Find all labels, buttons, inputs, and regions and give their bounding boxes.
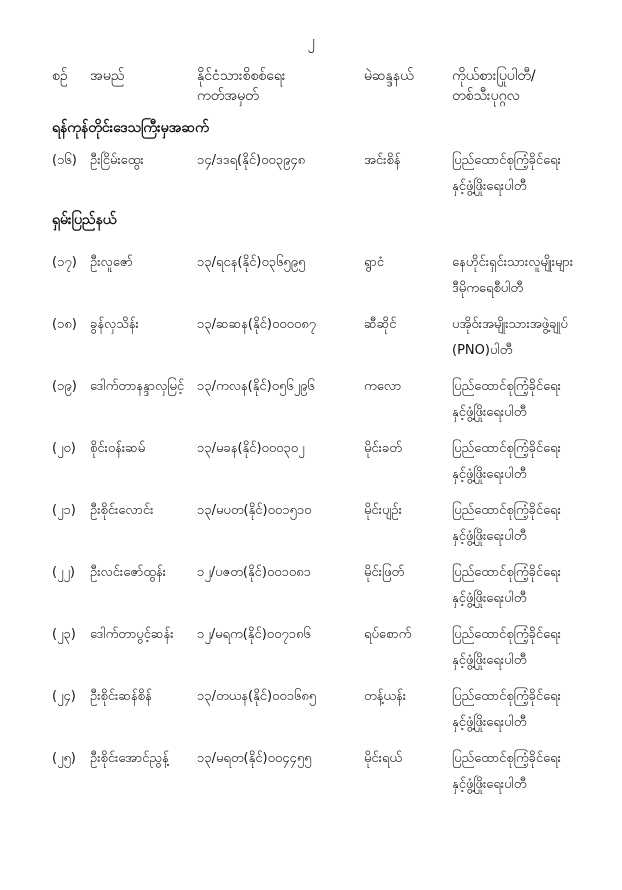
constituency: တန့်ယန်း (364, 689, 407, 704)
table-row (0, 312, 622, 372)
constituency: ဆီဆိုင် (364, 317, 397, 332)
constituency: မိုင်းဖြတ် (364, 565, 405, 580)
row-number: (၂၀) (52, 441, 76, 456)
nrc-number: ၁၃/မခန(နိုင်)၀၀၀၃၀၂ (197, 441, 305, 456)
row-number: (၁၈) (52, 317, 77, 332)
nrc-number: ၁၃/မရတ(နိုင်)၀၀၄၄၅၅ (197, 751, 312, 766)
row-number: (၂၄) (52, 689, 76, 704)
nrc-number: ၁၃/မပတ(နိုင်)၀၀၁၅၁၀ (197, 503, 312, 518)
nrc-number: ၁၃/ရငန(နိုင်)၀၃၆၅၉၅ (197, 255, 306, 270)
party-name: ပြည်ထောင်စုကြံ့ခိုင်ရေး နှင့်ဖွံ့ဖြိုးရေးပါတီ (452, 627, 561, 668)
table-row (0, 148, 622, 208)
party-name: ပအိုဝ်းအမျိုးသားအဖွဲ့ချုပ် (PNO)ပါတီ (452, 317, 568, 358)
party-name: ပြည်ထောင်စုကြံ့ခိုင်ရေး နှင့်ဖွံ့ဖြိုးရေးပါတီ (452, 565, 561, 606)
party-name: ပြည်ထောင်စုကြံ့ခိုင်ရေး နှင့်ဖွံ့ဖြိုးရေးပါတီ (452, 689, 561, 730)
nrc-number: ၁၂/မရက(နိုင်)၀၀၇၁၈၆ (197, 627, 311, 642)
party-name: ပြည်ထောင်စုကြံ့ခိုင်ရေး နှင့်ဖွံ့ဖြိုးရေးပါတီ (452, 379, 561, 420)
header-party: ကိုယ်စားပြုပါတီ/ တစ်သီးပုဂ္ဂလ (452, 68, 536, 104)
nrc-number: ၁၃/တယန(နိုင်)၀၀၁၆၈၅ (197, 689, 317, 704)
page-number: ၂ (307, 32, 315, 50)
candidate-name: ဦးစိုင်းအောင်ညွန့် (90, 751, 169, 766)
nrc-number: ၁၂/ပဇတ(နိုင်)၀၀၁၀၈၁ (197, 565, 311, 580)
header-no: စဉ် (52, 68, 68, 84)
candidate-name: ဦးစိုင်းလောင်း (90, 503, 154, 518)
table-row (0, 622, 622, 682)
constituency: ကလော (364, 379, 402, 394)
constituency: မိုင်းပျဉ်း (364, 503, 402, 518)
row-number: (၂၃) (52, 627, 76, 642)
party-name: ပြည်ထောင်စုကြံ့ခိုင်ရေး နှင့်ဖွံ့ဖြိုးရေးပါတီ (452, 441, 561, 482)
party-name: ပြည်ထောင်စုကြံ့ခိုင်ရေး နှင့်ဖွံ့ဖြိုးရေးပါတီ (452, 153, 561, 194)
table-row (0, 250, 622, 310)
table-row (0, 684, 622, 744)
header-constituency: မဲဆန္ဒနယ် (364, 68, 414, 84)
candidate-name: ဦးငြိမ်းထွေး (90, 153, 144, 168)
constituency: ရွာငံ (364, 255, 385, 270)
row-number: (၁၆) (52, 153, 77, 168)
candidate-name: ဒေါက်တာပွင့်ဆန်း (90, 627, 174, 642)
candidate-name: ဒေါက်တာနန္ဒာလှမြင့် (90, 379, 185, 394)
party-name: ပြည်ထောင်စုကြံ့ခိုင်ရေး နှင့်ဖွံ့ဖြိုးရေးပါတီ (452, 503, 561, 544)
party-name: နေဟိုင်းရှင်းသားလူမျိုးများ ဒီမိုကရေစီပါတီ (452, 255, 574, 296)
constituency: မိုင်းခတ် (364, 441, 402, 456)
candidate-name: ဦးစိုင်းဆန်စိန် (90, 689, 152, 704)
candidate-name: ဦးလင်းဇော်ထွန်း (90, 565, 166, 580)
row-number: (၂၅) (52, 751, 76, 766)
constituency: မိုင်းရယ် (364, 751, 403, 766)
header-name: အမည် (90, 68, 125, 84)
table-row (0, 560, 622, 620)
party-name: ပြည်ထောင်စုကြံ့ခိုင်ရေး နှင့်ဖွံ့ဖြိုးရေးပါတီ (452, 751, 561, 792)
nrc-number: ၁၃/ကလန(နိုင်)၀၅၆၂၉၆ (197, 379, 315, 394)
table-row (0, 498, 622, 558)
row-number: (၁၇) (52, 255, 77, 270)
nrc-number: ၁၄/ဒဒရ(နိုင်)၀၀၃၉၄၈ (197, 153, 306, 168)
constituency: အင်းစိန် (364, 153, 401, 168)
row-number: (၂၂) (52, 565, 75, 580)
candidate-name: ဦးလူဇော် (90, 255, 133, 270)
header-nrc: နိုင်ငံသားစိစစ်ရေး ကတ်အမှတ် (197, 68, 286, 104)
row-number: (၁၉) (52, 379, 77, 394)
section-heading: ရန်ကုန်တိုင်းဒေသကြီးမှအဆက် (52, 120, 209, 136)
table-row (0, 746, 622, 806)
candidate-name: စိုင်းဝန်းဆမ် (90, 441, 146, 456)
row-number: (၂၁) (52, 503, 76, 518)
table-row (0, 436, 622, 496)
table-row (0, 374, 622, 434)
section-heading: ရှမ်းပြည်နယ် (52, 212, 117, 228)
candidate-name: ခွန်လှသိန်း (90, 317, 139, 332)
nrc-number: ၁၃/ဆဆန(နိုင်)၀၀၀၀၈၇ (197, 317, 316, 332)
constituency: ရပ်စောက် (364, 627, 412, 642)
